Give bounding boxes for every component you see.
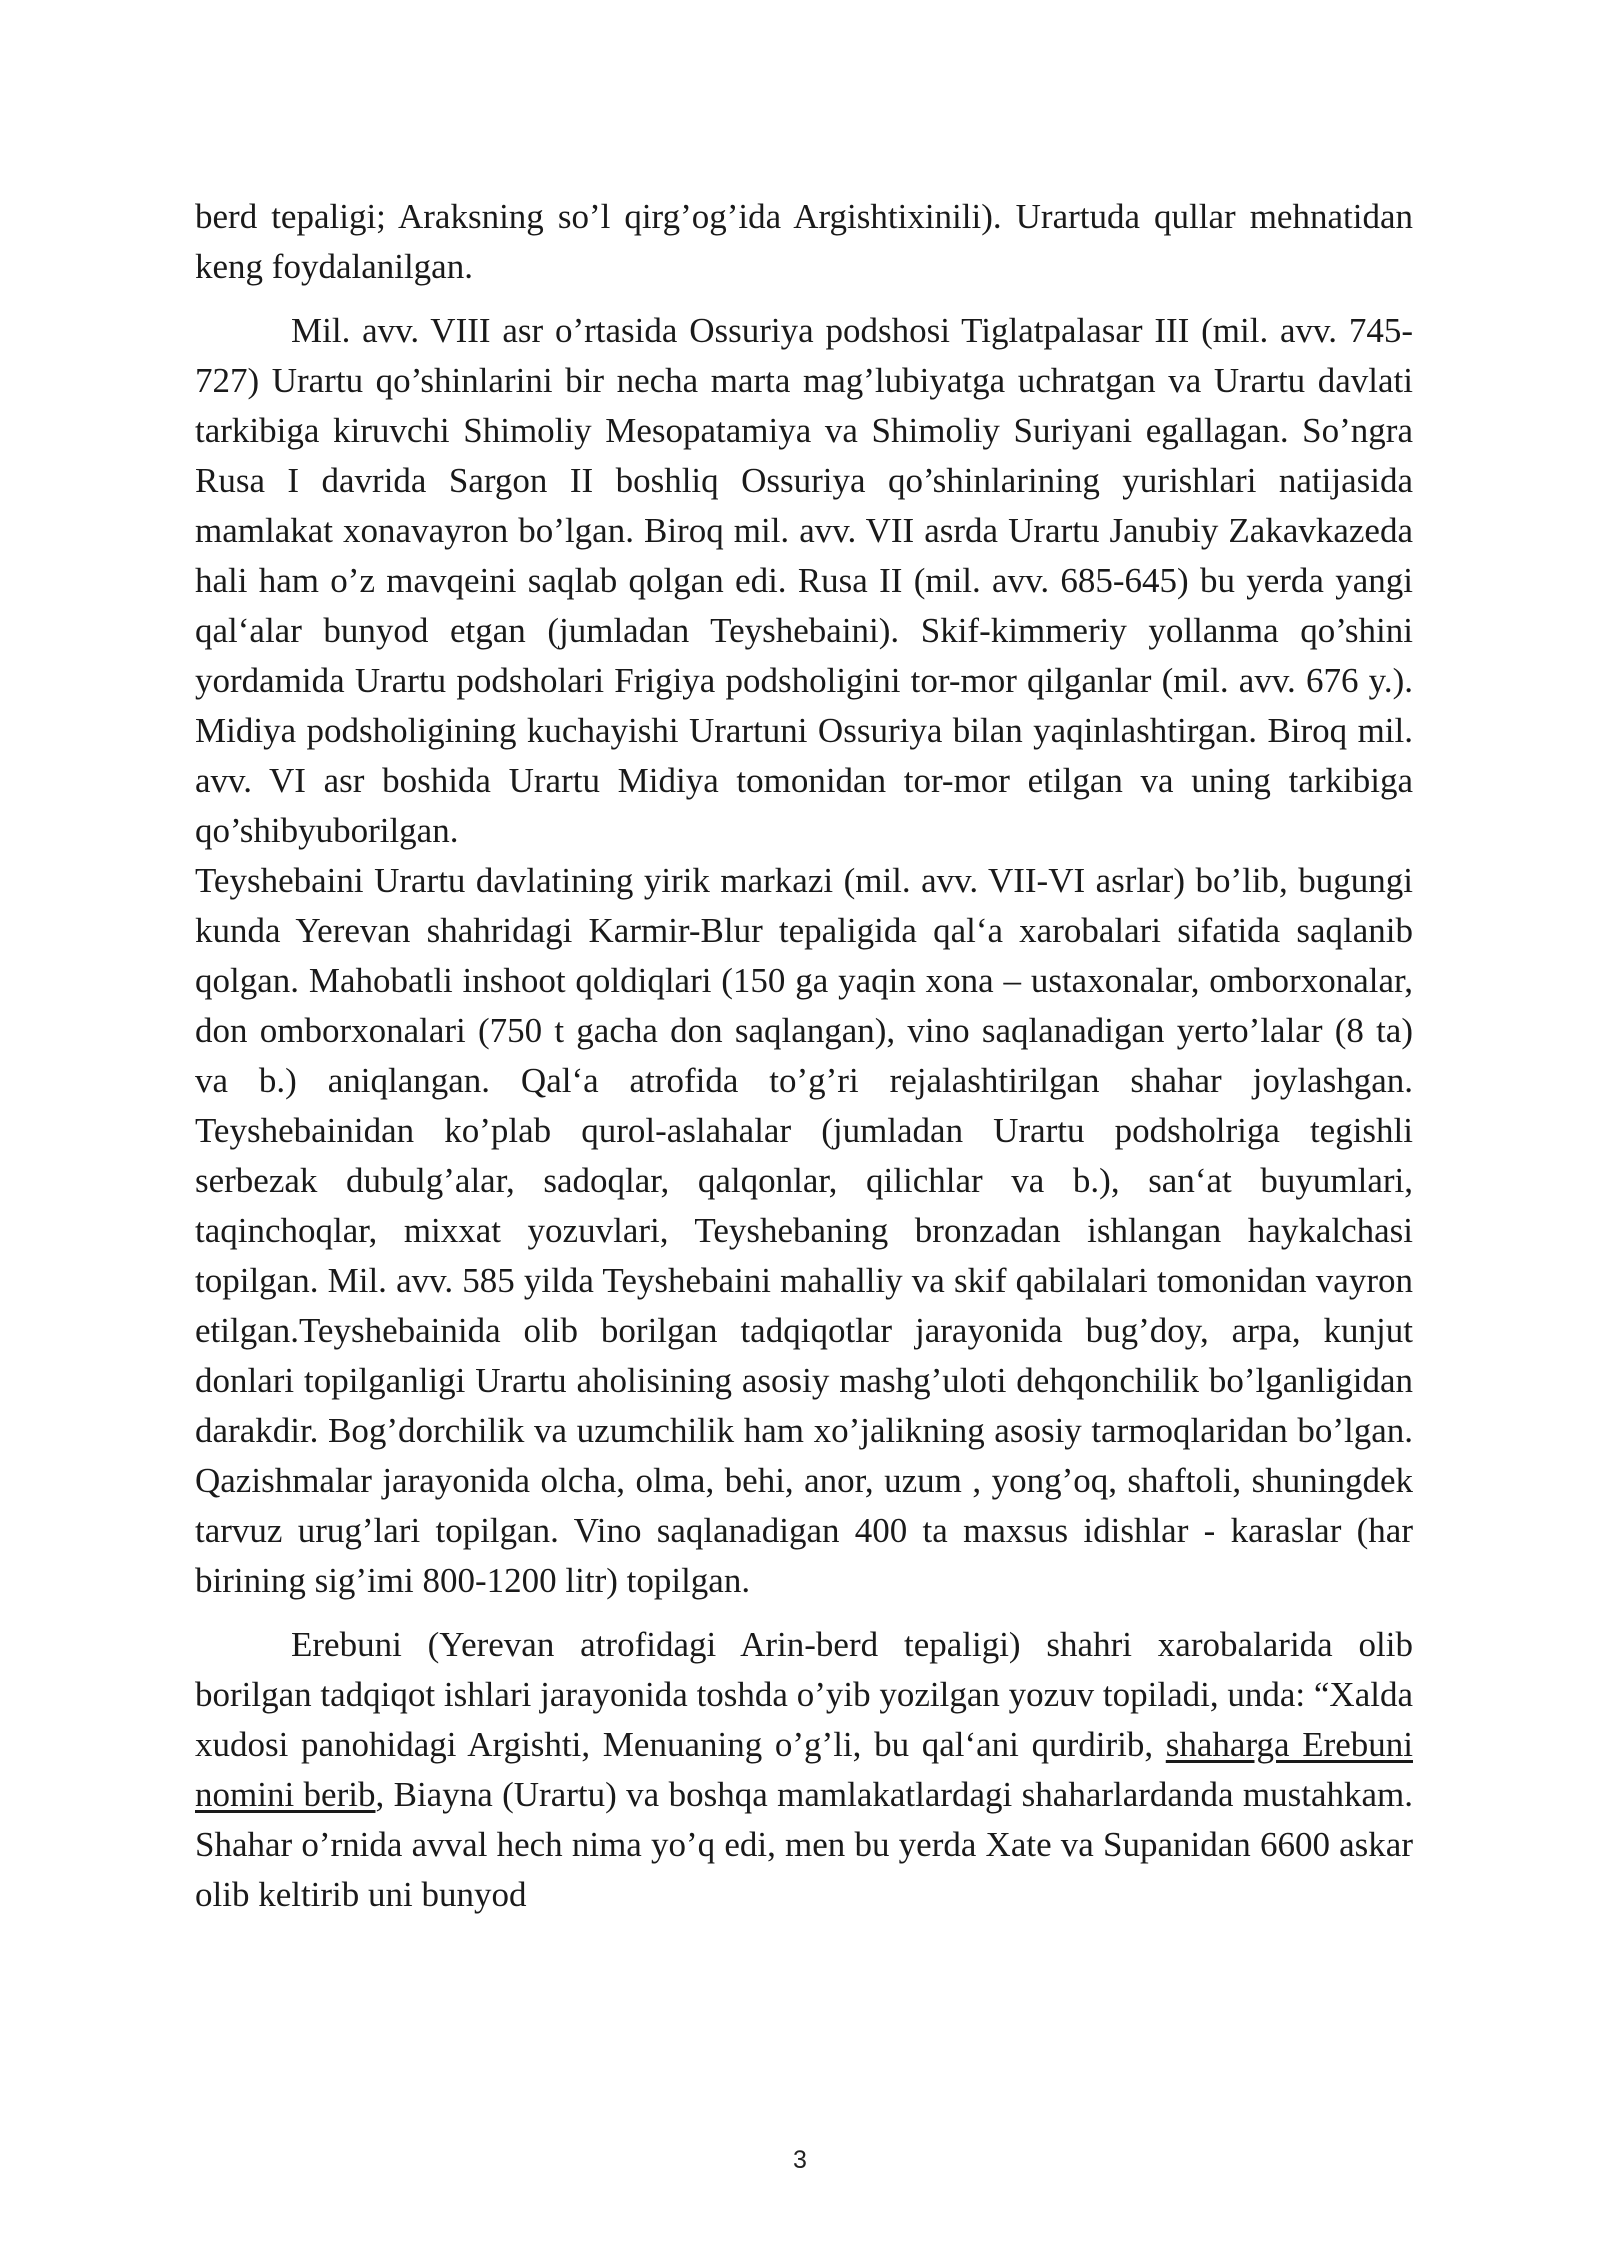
page-number: 3: [793, 2146, 807, 2174]
paragraph-3: Teyshebaini Urartu davlatining yirik markazi (mil. avv. VII-VI asrlar) bo’lib, bugungi kunda Yerevan shahridagi Karmir-Blur tepaligida qal‘a xarobalari sifatida saqlanib qolgan. Mahobatli inshoot qoldiqlari (150 ga yaqin xona – ustaxonalar, omborxonalar, don omborxonalari (750 t gacha don saqlangan), vino saqlanadigan yerto’lalar (8 ta) va b.) aniqlangan. Qal‘a atrofida to’g’ri rejalashtirilgan shahar joylashgan. Teyshebainidan ko’plab qurol-aslahalar (jumladan Urartu podsholriga tegishli serbezak dubulg’alar, sadoqlar, qalqonlar, qilichlar va b.), san‘at buyumlari, taqinchoqlar, mixxat yozuvlari, Teyshebaning bronzadan ishlangan haykalchasi topilgan. Mil. avv. 585 yilda Teyshebaini mahalliy va skif qabilalari tomonidan vayron etilgan.Teyshebainida olib borilgan tadqiqotlar jarayonida bug’doy, arpa, kunjut donlari topilganligi Urartu aholisining asosiy mashg’uloti dehqonchilik bo’lganligidan darakdir. Bog’dorchilik va uzumchilik ham xo’jalikning asosiy tarmoqlaridan bo’lgan. Qazishmalar jarayonida olcha, olma, behi, anor, uzum , yong’oq, shaftoli, shuningdek tarvuz urug’lari topilgan. Vino saqlanadigan 400 ta maxsus idishlar - karaslar (har birining sig’imi 800-1200 litr) topilgan.: [195, 861, 1413, 1600]
paragraph-1: berd tepaligi; Araksning so’l qirg’og’ida Argishtixinili). Urartuda qullar mehnatidan keng foydalanilgan.: [195, 197, 1413, 286]
paragraph-4-text-after: , Biayna (Urartu) va boshqa mamlakatlardagi shaharlardanda mustahkam. Shahar o’rnida avval hech nima yo’q edi, men bu yerda Xate va Supanidan 6600 askar olib keltirib uni bunyod: [195, 1775, 1413, 1914]
paragraph-2: Mil. avv. VIII asr o’rtasida Ossuriya podshosi Tiglatpalasar III (mil. avv. 745-727) Urartu qo’shinlarini bir necha marta mag’lubiyatga uchratgan va Urartu davlati tarkibiga kiruvchi Shimoliy Mesopatamiya va Shimoliy Suriyani egallagan. So’ngra Rusa I davrida Sargon II boshliq Ossuriya qo’shinlarining yurishlari natijasida mamlakat xonavayron bo’lgan. Biroq mil. avv. VII asrda Urartu Janubiy Zakavkazeda hali ham o’z mavqeini saqlab qolgan edi. Rusa II (mil. avv. 685-645) bu yerda yangi qal‘alar bunyod etgan (jumladan Teyshebaini). Skif-kimmeriy yollanma qo’shini yordamida Urartu podsholari Frigiya podsholigini tor-mor qilganlar (mil. avv. 676 y.). Midiya podsholigining kuchayishi Urartuni Ossuriya bilan yaqinlashtirgan. Biroq mil. avv. VI asr boshida Urartu Midiya tomonidan tor-mor etilgan va uning tarkibiga qo’shibyuborilgan.: [195, 311, 1413, 850]
document-page: [195, 192, 1413, 1920]
underlined-phrase: shaharga Erebuni nomini berib: [195, 1725, 1413, 1814]
paragraph-4: [195, 1620, 1413, 1920]
paragraph-4-text-before: Erebuni (Yerevan atrofidagi Arin-berd tepaligi) shahri xarobalarida olib borilgan tadqiqot ishlari jarayonida toshda o’yib yozilgan yozuv topiladi, unda: “Xalda xudosi panohidagi Argishti, Menuaning o’g’li, bu qal‘ani qurdirib,: [195, 1625, 1413, 1764]
